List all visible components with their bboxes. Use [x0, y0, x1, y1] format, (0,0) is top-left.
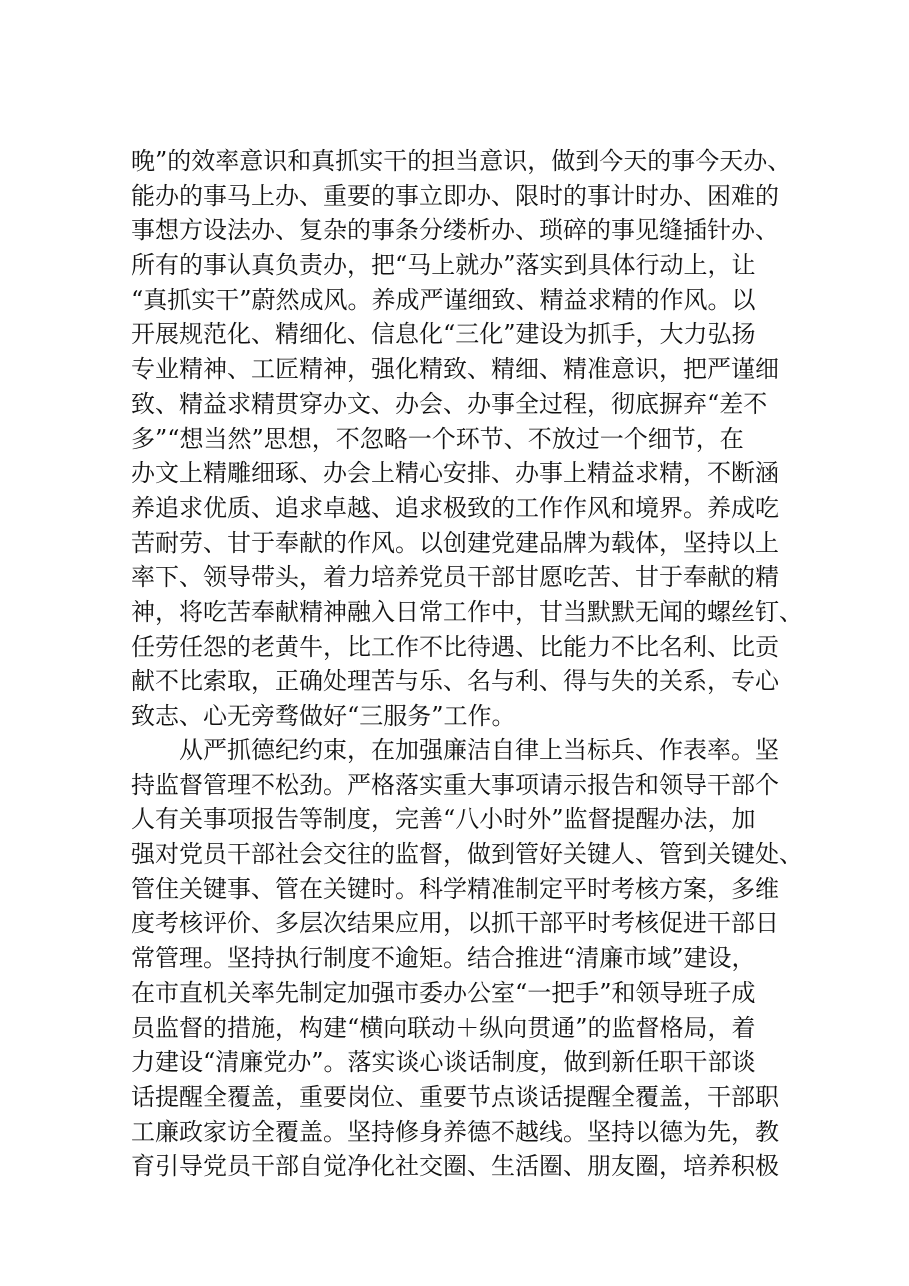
text-line: 晚”的效率意识和真抓实干的担当意识，做到今天的事今天办、 [131, 147, 792, 175]
text-line: 任劳任怨的老黄牛，比工作不比待遇、比能力不比名利、比贡 [131, 632, 779, 661]
text-line: 苦耐劳、甘于奉献的作风。以创建党建品牌为载体，坚持以上 [131, 528, 779, 557]
text-line: 强对党员干部社会交往的监督，做到管好关键人、管到关键处、 [131, 840, 803, 869]
text-line: 话提醒全覆盖，重要岗位、重要节点谈话提醒全覆盖，干部职 [131, 1082, 779, 1111]
text-line: 率下、领导带头，着力培养党员干部甘愿吃苦、甘于奉献的精 [131, 563, 779, 592]
text-line: 在市直机关率先制定加强市委办公室“一把手”和领导班子成 [131, 978, 756, 1007]
text-line: 管住关键事、管在关键时。科学精准制定平时考核方案，多维 [131, 874, 779, 903]
text-line: 力建设“清廉党办”。落实谈心谈话制度，做到新任职干部谈 [131, 1048, 756, 1077]
text-line: 度考核评价、多层次结果应用，以抓干部平时考核促进干部日 [131, 909, 779, 938]
text-line: 从严抓德纪约束，在加强廉洁自律上当标兵、作表率。坚 [179, 736, 779, 764]
text-line: 献不比索取，正确处理苦与乐、名与利、得与失的关系，专心 [131, 667, 779, 696]
text-line: 致志、心无旁骛做好“三服务”工作。 [131, 702, 516, 730]
text-line: 能办的事马上办、重要的事立即办、限时的事计时办、困难的 [131, 181, 779, 210]
paragraph-1 [131, 144, 821, 734]
text-line: 常管理。坚持执行制度不逾矩。结合推进“清廉市域”建设， [131, 944, 756, 973]
text-line: 育引导党员干部自觉净化社交圈、生活圈、朋友圈，培养积极 [131, 1152, 779, 1181]
text-line: 致、精益求精贯穿办文、办会、办事全过程，彻底摒弃“差不 [131, 389, 768, 418]
text-line: 所有的事认真负责办，把“马上就办”落实到具体行动上，让 [131, 251, 756, 280]
text-line: “真抓实干”蔚然成风。养成严谨细致、精益求精的作风。以 [131, 285, 756, 314]
text-line: 开展规范化、精细化、信息化“三化”建设为抓手，大力弘扬 [131, 320, 756, 349]
text-line: 养追求优质、追求卓越、追求极致的工作作风和境界。养成吃 [131, 493, 779, 522]
text-line: 工廉政家访全覆盖。坚持修身养德不越线。坚持以德为先，教 [131, 1117, 779, 1146]
text-line: 持监督管理不松劲。严格落实重大事项请示报告和领导干部个 [131, 770, 779, 799]
text-line: 神，将吃苦奉献精神融入日常工作中，甘当默默无闻的螺丝钉、 [131, 597, 803, 626]
text-line: 人有关事项报告等制度，完善“八小时外”监督提醒办法，加 [131, 805, 756, 834]
text-line: 专业精神、工匠精神，强化精致、精细、精准意识，把严谨细 [131, 355, 779, 384]
paragraph-2 [131, 733, 821, 1184]
text-line: 多”“想当然”思想，不忽略一个环节、不放过一个细节，在 [131, 424, 744, 453]
text-line: 办文上精雕细琢、办会上精心安排、办事上精益求精，不断涵 [131, 459, 779, 488]
text-line: 事想方设法办、复杂的事条分缕析办、琐碎的事见缝插针办、 [131, 216, 779, 245]
text-line: 员监督的措施，构建“横向联动＋纵向贯通”的监督格局，着 [131, 1013, 756, 1042]
